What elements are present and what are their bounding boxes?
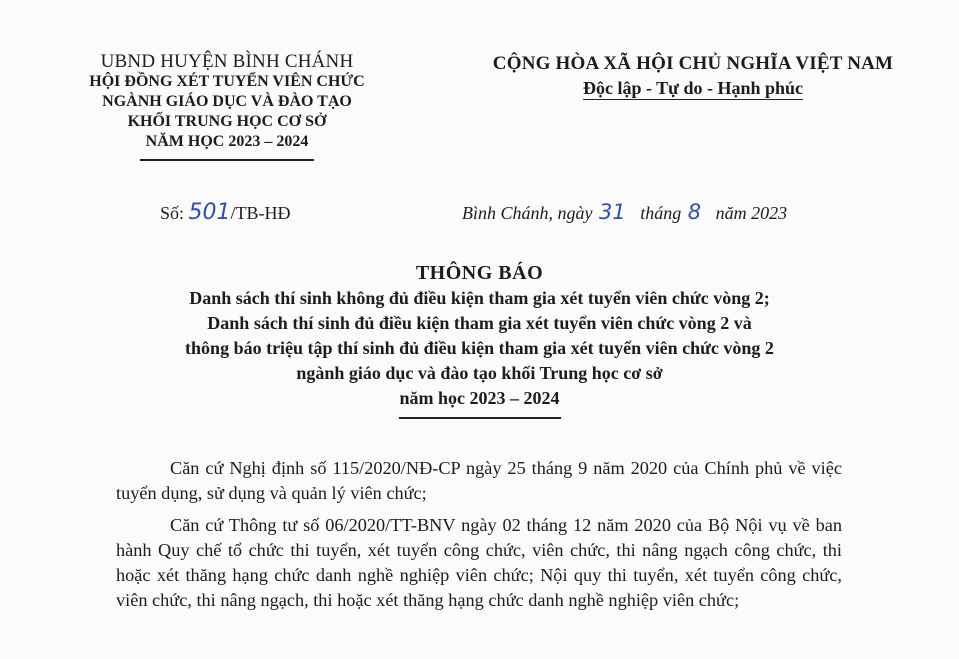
- document-title-block: [0, 260, 959, 419]
- authority-name: UBND HUYỆN BÌNH CHÁNH: [100, 51, 354, 72]
- council-name-line1: HỘI ĐỒNG XÉT TUYỂN VIÊN CHỨC: [89, 73, 365, 90]
- subtitle-line3: thông báo triệu tập thí sinh đủ điều kiện tham gia xét tuyển viên chức vòng 2: [185, 338, 774, 358]
- council-name-line3: KHỐI TRUNG HỌC CƠ SỞ: [127, 113, 327, 130]
- doc-number-suffix: /TB-HĐ: [230, 203, 291, 223]
- council-name-line2: NGÀNH GIÁO DỤC VÀ ĐÀO TẠO: [102, 93, 352, 110]
- doc-number-prefix: Số:: [160, 203, 189, 223]
- issuing-authority-block: [82, 52, 372, 161]
- subtitle-line1: Danh sách thí sinh không đủ điều kiện tham gia xét tuyển viên chức vòng 2;: [189, 288, 770, 308]
- legal-basis-paragraph-2: Căn cứ Thông tư số 06/2020/TT-BNV ngày 02 tháng 12 năm 2020 của Bộ Nội vụ về ban hành Quy chế tổ chức thi tuyển, xét tuyển công chức, viên chức, thi nâng ngạch công chức, thi hoặc xét thăng hạng chức danh nghề nghiệp viên chức; Nội quy thi tuyển, xét tuyển công chức, viên chức, thi nâng ngạch, thi hoặc xét thăng hạng chức danh nghề nghiệp viên chức;: [116, 515, 842, 610]
- motto-text: Độc lập - Tự do - Hạnh phúc: [582, 78, 804, 98]
- header-left-divider: [140, 159, 314, 161]
- doc-number-handwritten: 501: [188, 200, 231, 225]
- title-divider: [399, 417, 561, 419]
- date-year: năm 2023: [715, 203, 788, 223]
- legal-basis-paragraph-1: Căn cứ Nghị định số 115/2020/NĐ-CP ngày 25 tháng 9 năm 2020 của Chính phủ về việc tuyển dụng, sử dụng và quản lý viên chức;: [116, 458, 842, 503]
- document-number: [160, 200, 291, 225]
- document-title: THÔNG BÁO: [415, 262, 544, 284]
- subtitle-line5: năm học 2023 – 2024: [399, 388, 560, 408]
- subtitle-line4: ngành giáo dục và đào tạo khối Trung học cơ sở: [296, 363, 663, 383]
- school-year: NĂM HỌC 2023 – 2024: [145, 133, 309, 150]
- nation-name: CỘNG HÒA XÃ HỘI CHỦ NGHĨA VIỆT NAM: [492, 53, 894, 74]
- subtitle-line2: Danh sách thí sinh đủ điều kiện tham gia xét tuyển viên chức vòng 2 và: [207, 313, 752, 333]
- date-month-handwritten: 8: [687, 200, 702, 224]
- document-body: [116, 456, 842, 620]
- date-place: Bình Chánh, ngày: [462, 203, 593, 223]
- date-day-handwritten: 31: [599, 200, 626, 224]
- date-month-label: tháng: [640, 203, 682, 223]
- national-header-block: [458, 52, 928, 100]
- national-motto: [458, 76, 928, 100]
- document-date: [462, 200, 787, 224]
